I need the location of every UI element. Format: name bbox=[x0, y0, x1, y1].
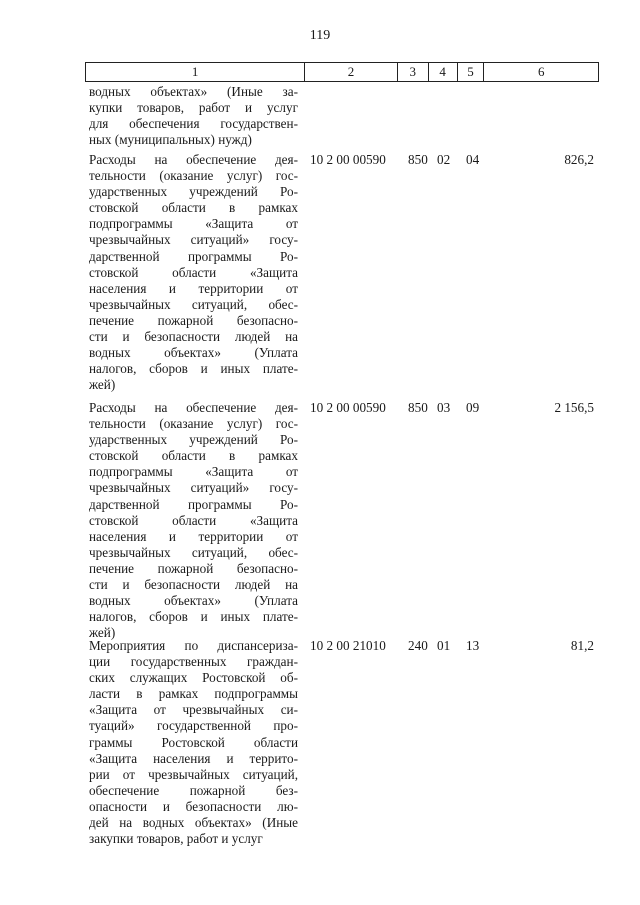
description-line: Мероприятия по диспансериза- bbox=[89, 638, 298, 653]
target-article-code: 10 2 00 00590 bbox=[310, 152, 386, 167]
description-line: ласти в рамках подпрограммы bbox=[89, 686, 298, 702]
row-description bbox=[89, 638, 298, 847]
description-line: сти и безопасности людей на bbox=[89, 577, 298, 593]
description-line: водных объектах» (Уплата bbox=[89, 345, 298, 361]
description-line: подпрограммы «Защита от bbox=[89, 464, 298, 480]
description-line: стовской области «Защита bbox=[89, 512, 298, 528]
row-description bbox=[89, 400, 298, 641]
description-line: ции государственных граждан- bbox=[89, 654, 298, 670]
description-line: ских служащих Ростовской об- bbox=[89, 670, 298, 686]
amount-value: 81,2 bbox=[570, 638, 594, 653]
description-line: дарственной программы Ро- bbox=[89, 248, 298, 264]
description-line: жей) bbox=[89, 625, 116, 641]
amount-value: 826,2 bbox=[564, 152, 594, 167]
description-line: населения и территории от bbox=[89, 528, 298, 544]
description-line: ударственных учреждений Ро- bbox=[89, 432, 298, 448]
description-line: купки товаров, работ и услуг bbox=[89, 100, 298, 116]
description-line: «Защита населения и террито- bbox=[89, 750, 298, 766]
row-description bbox=[89, 152, 298, 393]
description-line: налогов, сборов и иных плате- bbox=[89, 361, 298, 377]
description-line: опасности и безопасности лю- bbox=[89, 798, 298, 814]
header-col-3: 3 bbox=[398, 63, 429, 81]
page-number: 119 bbox=[309, 28, 331, 43]
description-line: водных объектах» (Иные за- bbox=[89, 84, 298, 99]
description-line: сти и безопасности людей на bbox=[89, 329, 298, 345]
description-line: печение пожарной безопасно- bbox=[89, 560, 298, 576]
header-col-1: 1 bbox=[86, 63, 305, 81]
subsection-code: 09 bbox=[466, 400, 480, 415]
description-line: Расходы на обеспечение дея- bbox=[89, 152, 298, 167]
header-col-6: 6 bbox=[537, 64, 545, 79]
expense-type-code: 850 bbox=[408, 400, 428, 415]
table-header bbox=[85, 62, 599, 82]
row-description bbox=[89, 84, 298, 148]
description-line: обеспечение пожарной без- bbox=[89, 782, 298, 798]
description-line: для обеспечения государствен- bbox=[89, 116, 298, 132]
description-line: водных объектах» (Уплата bbox=[89, 593, 298, 609]
header-col-2: 2 bbox=[305, 63, 398, 81]
section-code: 01 bbox=[437, 638, 451, 653]
description-line: стовской области в рамках bbox=[89, 200, 298, 216]
description-line: дей на водных объектах» (Иные bbox=[89, 815, 298, 831]
description-line: тельности (оказание услуг) гос- bbox=[89, 168, 298, 184]
section-code: 02 bbox=[437, 152, 451, 167]
description-line: налогов, сборов и иных плате- bbox=[89, 609, 298, 625]
section-code: 03 bbox=[437, 400, 451, 415]
description-line: ных (муниципальных) нужд) bbox=[89, 132, 252, 148]
description-line: тельности (оказание услуг) гос- bbox=[89, 416, 298, 432]
description-line: стовской области «Защита bbox=[89, 264, 298, 280]
header-col-5: 5 bbox=[458, 63, 485, 81]
description-line: туаций» государственной про- bbox=[89, 718, 298, 734]
target-article-code: 10 2 00 21010 bbox=[310, 638, 386, 653]
subsection-code: 13 bbox=[466, 638, 480, 653]
description-line: «Защита от чрезвычайных си- bbox=[89, 702, 298, 718]
expense-type-code: 850 bbox=[408, 152, 428, 167]
description-line: рии от чрезвычайных ситуаций, bbox=[89, 766, 298, 782]
description-line: граммы Ростовской области bbox=[89, 734, 298, 750]
description-line: Расходы на обеспечение дея- bbox=[89, 400, 298, 415]
description-line: чрезвычайных ситуаций, обес- bbox=[89, 544, 298, 560]
header-col-4: 4 bbox=[429, 63, 458, 81]
description-line: жей) bbox=[89, 377, 116, 393]
description-line: подпрограммы «Защита от bbox=[89, 216, 298, 232]
description-line: печение пожарной безопасно- bbox=[89, 312, 298, 328]
description-line: населения и территории от bbox=[89, 280, 298, 296]
description-line: стовской области в рамках bbox=[89, 448, 298, 464]
description-line: закупки товаров, работ и услуг bbox=[89, 831, 263, 847]
description-line: ударственных учреждений Ро- bbox=[89, 184, 298, 200]
description-line: чрезвычайных ситуаций, обес- bbox=[89, 296, 298, 312]
target-article-code: 10 2 00 00590 bbox=[310, 400, 386, 415]
amount-value: 2 156,5 bbox=[554, 400, 594, 415]
description-line: чрезвычайных ситуаций» госу- bbox=[89, 480, 298, 496]
description-line: чрезвычайных ситуаций» госу- bbox=[89, 232, 298, 248]
subsection-code: 04 bbox=[466, 152, 480, 167]
expense-type-code: 240 bbox=[408, 638, 428, 653]
description-line: дарственной программы Ро- bbox=[89, 496, 298, 512]
